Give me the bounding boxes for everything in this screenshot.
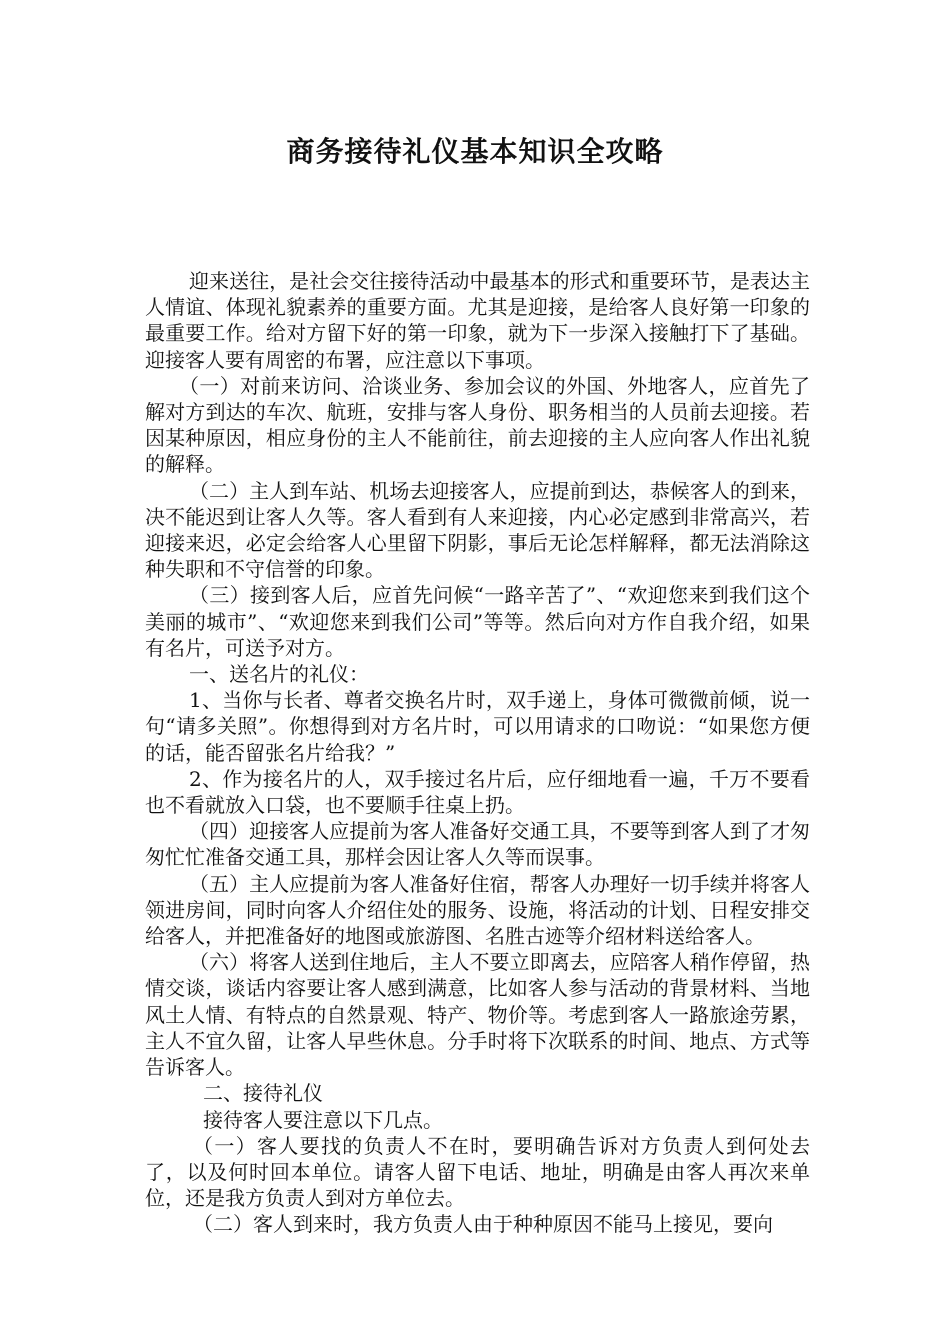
section-heading-business-card: 一、送名片的礼仪： [189,662,369,687]
paragraph-reception-intro: 接待客人要注意以下几点。 [203,1107,443,1132]
paragraph-card-1: 1、当你与长者、尊者交换名片时，双手递上，身体可微微前倾，说一句“请多关照”。你想得到对方名片时，可以用请求的口吻说：“如果您方便的话，能否留张名片给我？” [145,688,810,765]
paragraph-reception-2: （二）客人到来时，我方负责人由于种种原因不能马上接见，要向 [193,1212,773,1237]
paragraph-item-2: （二）主人到车站、机场去迎接客人，应提前到达，恭候客人的到来，决不能迟到让客人久等。客人看到有人来迎接，内心必定感到非常高兴，若迎接来迟，必定会给客人心里留下阴影，事后无论怎样解释，都无法消除这种失职和不守信誉的印象。 [145,478,810,582]
paragraph-reception-1: （一）客人要找的负责人不在时，要明确告诉对方负责人到何处去了，以及何时回本单位。请客人留下电话、地址，明确是由客人再次来单位，还是我方负责人到对方单位去。 [145,1133,810,1211]
paragraph-item-3: （三）接到客人后，应首先问候“一路辛苦了”、“欢迎您来到我们这个美丽的城市”、“欢迎您来到我们公司”等等。然后向对方作自我介绍，如果有名片，可送予对方。 [145,583,810,660]
paragraph-card-2: 2、作为接名片的人，双手接过名片后，应仔细地看一遍，千万不要看也不看就放入口袋，也不要顺手往桌上扔。 [145,766,810,818]
paragraph-item-1: （一）对前来访问、洽谈业务、参加会议的外国、外地客人，应首先了解对方到达的车次、航班，安排与客人身份、职务相当的人员前去迎接。若因某种原因，相应身份的主人不能前往，前去迎接的主人应向客人作出礼貌的解释。 [145,373,810,477]
paragraph-item-4: （四）迎接客人应提前为客人准备好交通工具，不要等到客人到了才匆匆忙忙准备交通工具，那样会因让客人久等而误事。 [145,819,810,870]
document-title: 商务接待礼仪基本知识全攻略 [286,135,664,168]
paragraph-item-6: （六）将客人送到住地后，主人不要立即离去，应陪客人稍作停留，热情交谈，谈话内容要让客人感到满意，比如客人参与活动的背景材料、当地风土人情、有特点的自然景观、特产、物价等。考虑到客人一路旅途劳累，主人不宜久留，让客人早些休息。分手时将下次联系的时间、地点、方式等告诉客人。 [145,950,810,1080]
paragraph-intro: 迎来送往，是社会交往接待活动中最基本的形式和重要环节，是表达主人情谊、体现礼貌素养的重要方面。尤其是迎接，是给客人良好第一印象的最重要工作。给对方留下好的第一印象，就为下一步深入接触打下了基础。迎接客人要有周密的布署，应注意以下事项。 [145,269,810,372]
paragraph-item-5: （五）主人应提前为客人准备好住宿，帮客人办理好一切手续并将客人领进房间，同时向客人介绍住处的服务、设施，将活动的计划、日程安排交给客人，并把准备好的地图或旅游图、名胜古迹等介绍材料送给客人。 [145,871,810,949]
document-body [145,268,810,1238]
section-heading-reception: 二、接待礼仪 [203,1081,323,1106]
